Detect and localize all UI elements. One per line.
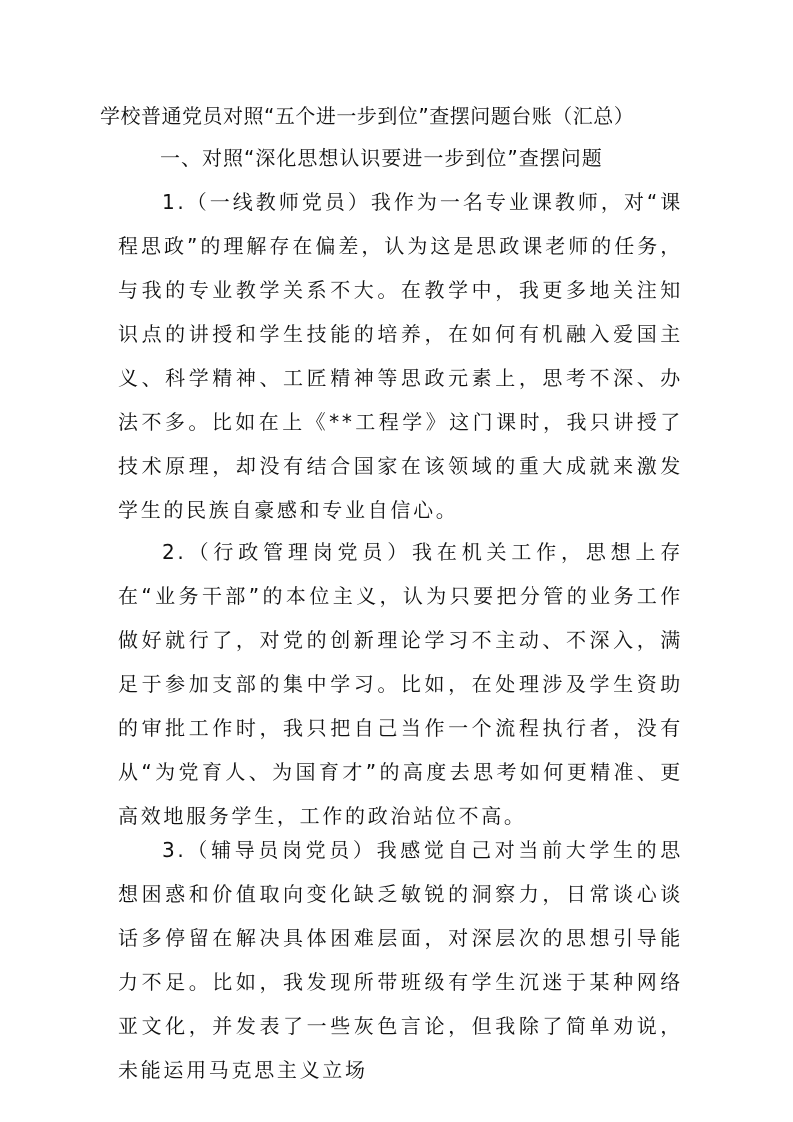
- section-heading: 一、对照“深化思想认识要进一步到位”查摆问题: [160, 146, 603, 170]
- paragraph-admin: 2.（行政管理岗党员）我在机关工作，思想上存在“业务干部”的本位主义，认为只要把分管的业务工作做好就行了，对党的创新理论学习不主动、不深入，满足于参加支部的集中学习。比如，在处理涉及学生资助的审批工作时，我只把自己当作一个流程执行者，没有从“为党育人、为国育才”的高度去思考如何更精准、更高效地服务学生，工作的政治站位不高。: [118, 540, 683, 828]
- document-title: 学校普通党员对照“五个进一步到位”查摆问题台账（汇总）: [100, 104, 635, 128]
- paragraph-counselor: 3.（辅导员岗党员）我感觉自己对当前大学生的思想困惑和价值取向变化缺乏敏锐的洞察力，日常谈心谈话多停留在解决具体困难层面，对深层次的思想引导能力不足。比如，我发现所带班级有学生沉迷于某种网络亚文化，并发表了一些灰色言论，但我除了简单劝说，未能运用马克思主义立场: [118, 838, 683, 1082]
- paragraph-teacher: 1.（一线教师党员）我作为一名专业课教师，对“课程思政”的理解存在偏差，认为这是思政课老师的任务，与我的专业教学关系不大。在教学中，我更多地关注知识点的讲授和学生技能的培养，在如何有机融入爱国主义、科学精神、工匠精神等思政元素上，思考不深、办法不多。比如在上《**工程学》这门课时，我只讲授了技术原理，却没有结合国家在该领域的重大成就来激发学生的民族自豪感和专业自信心。: [118, 190, 683, 522]
